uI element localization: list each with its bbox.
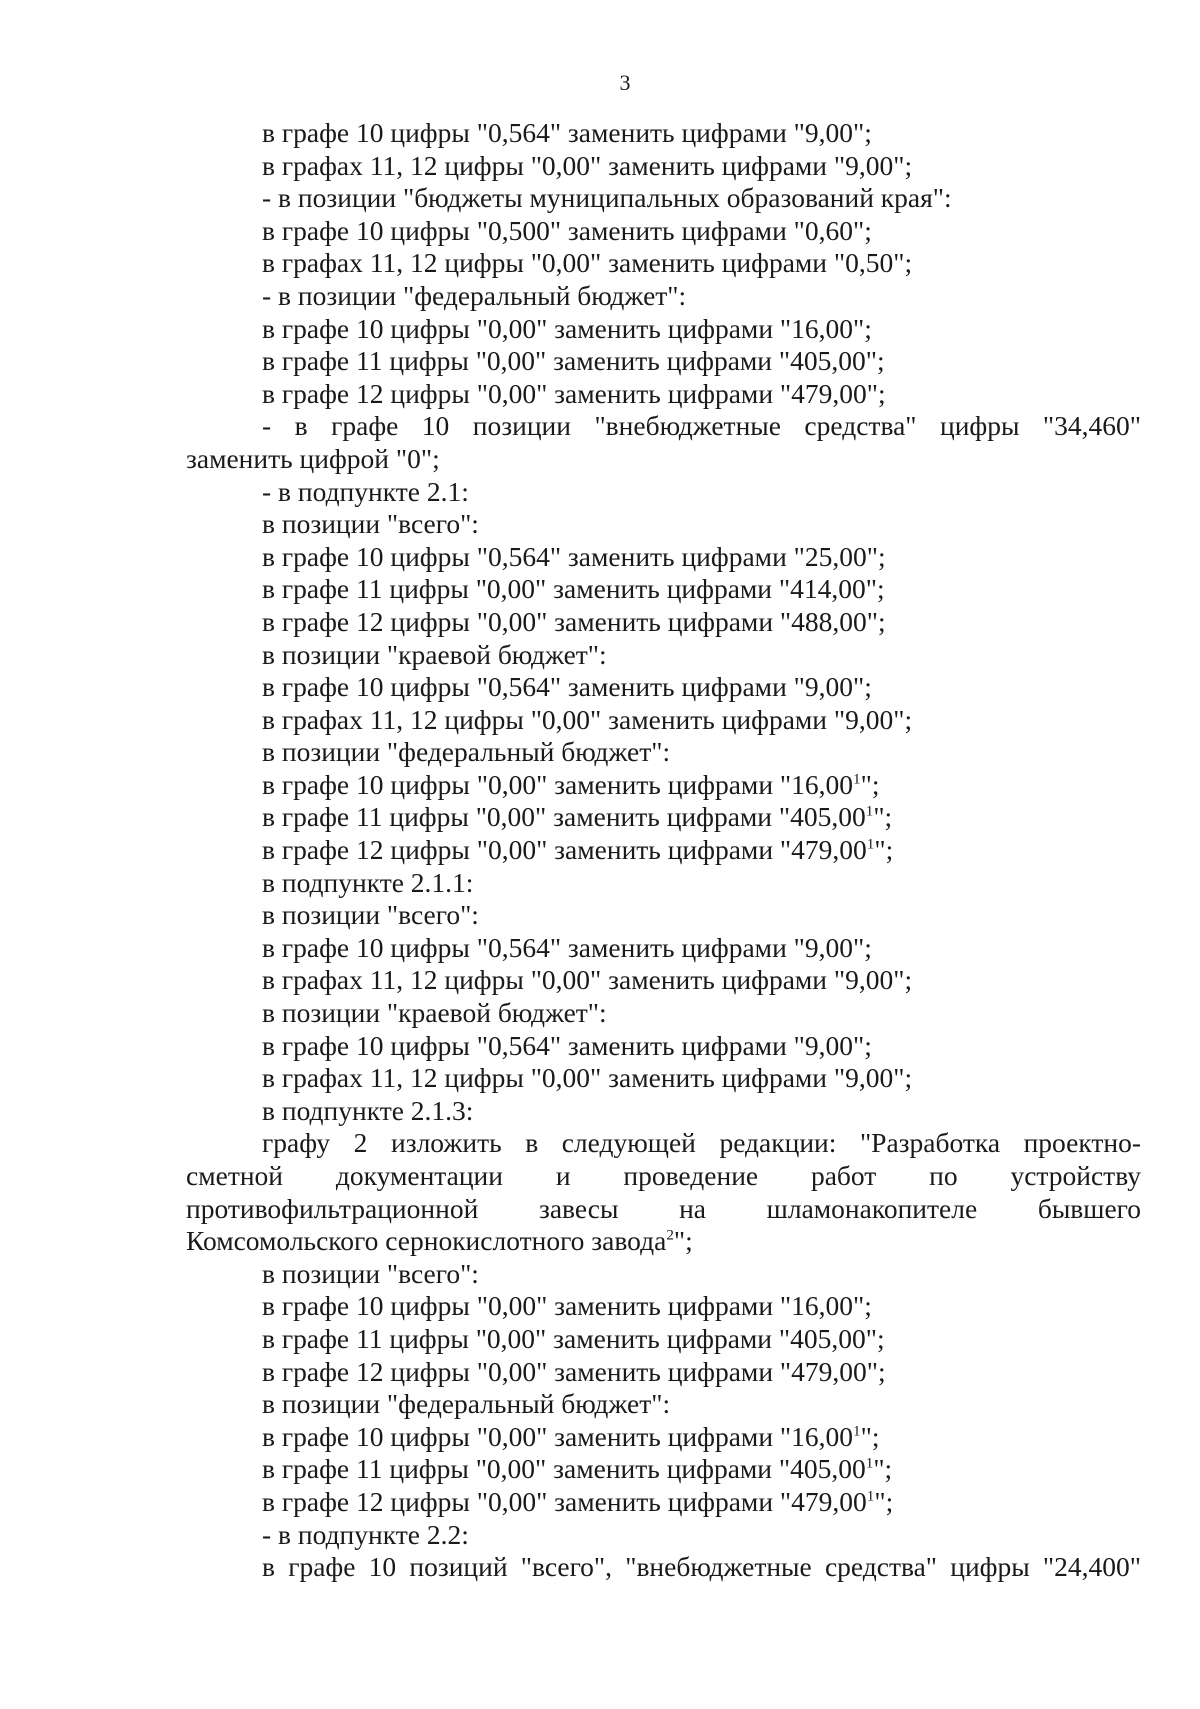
text-line-content: в позиции "федеральный бюджет":	[262, 736, 671, 768]
text-line	[186, 280, 1141, 313]
text-line-content: в графе 11 цифры "0,00" заменить цифрами "405,00	[262, 801, 866, 833]
text-line	[186, 1030, 1141, 1063]
text-line-content: заменить цифрой "0";	[186, 442, 440, 474]
text-line-content: в графе 10 позиций "всего", "внебюджетные средства" цифры "24,400"	[262, 1551, 1141, 1583]
text-line-content: - в подпункте 2.2:	[262, 1518, 469, 1550]
footnote-marker: 1	[866, 1488, 875, 1505]
text-line	[186, 964, 1141, 997]
text-line-content: в графе 12 цифры "0,00" заменить цифрами "479,00	[262, 1485, 867, 1517]
footnote-marker: 1	[865, 1455, 874, 1472]
text-line	[186, 508, 1141, 541]
text-line-suffix: ";	[673, 1225, 693, 1257]
text-line	[186, 1127, 1141, 1160]
text-line	[186, 736, 1141, 769]
text-line-content: графу 2 изложить в следующей редакции: "Разработка проектно-	[262, 1127, 1141, 1159]
text-line-content: в графе 11 цифры "0,00" заменить цифрами "414,00";	[262, 573, 885, 605]
text-line-content: в графе 10 цифры "0,564" заменить цифрами "25,00";	[262, 540, 886, 572]
text-line-content: в позиции "всего":	[262, 899, 479, 931]
text-line	[186, 671, 1141, 704]
text-line	[186, 117, 1141, 150]
text-line	[186, 1388, 1141, 1421]
text-line-content: в графе 10 цифры "0,00" заменить цифрами "16,00";	[262, 1290, 872, 1322]
text-line-content: в графах 11, 12 цифры "0,00" заменить цифрами "9,00";	[262, 964, 913, 996]
text-line-content: в графе 10 цифры "0,564" заменить цифрами "9,00";	[262, 117, 872, 148]
document-body	[186, 117, 1141, 1584]
text-line-content: - в позиции "федеральный бюджет":	[262, 279, 687, 311]
text-line	[186, 1421, 1141, 1454]
text-line	[186, 1258, 1141, 1291]
text-line-content: в позиции "федеральный бюджет":	[262, 1388, 671, 1420]
text-line-content: в позиции "всего":	[262, 1257, 479, 1289]
text-line	[186, 476, 1141, 509]
footnote-marker: 1	[866, 836, 875, 853]
text-line	[186, 1551, 1141, 1584]
text-line-content: в графе 10 цифры "0,564" заменить цифрами "9,00";	[262, 1029, 872, 1061]
text-line-content: противофильтрационной завесы на шламонакопителе бывшего	[186, 1192, 1141, 1224]
text-line-content: в графе 10 цифры "0,00" заменить цифрами "16,00	[262, 768, 854, 800]
text-line-content: - в подпункте 2.1:	[262, 475, 469, 507]
text-line-suffix: ";	[860, 1420, 880, 1452]
text-line-suffix: ";	[874, 1485, 894, 1517]
text-line	[186, 573, 1141, 606]
text-line	[186, 1323, 1141, 1356]
text-line	[186, 899, 1141, 932]
text-line	[186, 345, 1141, 378]
text-line-content: Комсомольского сернокислотного завода	[186, 1225, 667, 1257]
text-line	[186, 769, 1141, 802]
text-line-suffix: ";	[860, 768, 880, 800]
text-line	[186, 1486, 1141, 1519]
text-line-content: в графе 10 цифры "0,500" заменить цифрами "0,60";	[262, 214, 872, 246]
text-line-content: в подпункте 2.1.1:	[262, 866, 474, 898]
text-line-content: в подпункте 2.1.3:	[262, 1094, 474, 1126]
text-line-content: в графах 11, 12 цифры "0,00" заменить цифрами "9,00";	[262, 703, 913, 735]
text-line-suffix: ";	[874, 834, 894, 866]
text-line	[186, 247, 1141, 280]
text-line	[186, 313, 1141, 346]
text-line-content: в графе 11 цифры "0,00" заменить цифрами "405,00";	[262, 1322, 885, 1354]
text-line-content: в графе 10 цифры "0,564" заменить цифрами "9,00";	[262, 931, 872, 963]
text-line	[186, 150, 1141, 183]
text-line	[186, 606, 1141, 639]
text-line-suffix: ";	[873, 1453, 893, 1485]
footnote-marker: 1	[853, 1423, 861, 1440]
text-line	[186, 1519, 1141, 1552]
text-line-content: - в графе 10 позиции "внебюджетные средства" цифры "34,460"	[262, 410, 1141, 442]
text-line-content: - в позиции "бюджеты муниципальных образований края":	[262, 182, 952, 214]
text-line-suffix: ";	[873, 801, 893, 833]
text-line	[186, 215, 1141, 248]
footnote-marker: 1	[853, 771, 861, 788]
text-line	[186, 1193, 1141, 1226]
text-line-content: в позиции "краевой бюджет":	[262, 638, 607, 670]
text-line-content: в графе 12 цифры "0,00" заменить цифрами "479,00	[262, 834, 867, 866]
text-line	[186, 801, 1141, 834]
text-line	[186, 639, 1141, 672]
text-line-content: в графе 12 цифры "0,00" заменить цифрами "479,00";	[262, 377, 886, 409]
text-line	[186, 834, 1141, 867]
text-line	[186, 1453, 1141, 1486]
text-line-content: в графе 12 цифры "0,00" заменить цифрами "488,00";	[262, 605, 886, 637]
text-line	[186, 1225, 1141, 1258]
text-line-content: в графе 11 цифры "0,00" заменить цифрами "405,00	[262, 1453, 866, 1485]
text-line	[186, 410, 1141, 443]
text-line	[186, 541, 1141, 574]
text-line-content: в позиции "краевой бюджет":	[262, 997, 607, 1029]
text-line-content: сметной документации и проведение работ по устройству	[186, 1160, 1141, 1191]
footnote-marker: 2	[666, 1227, 674, 1244]
text-line	[186, 378, 1141, 411]
text-line-content: в графах 11, 12 цифры "0,00" заменить цифрами "9,00";	[262, 1062, 913, 1094]
page-number: 3	[619, 70, 631, 95]
text-line	[186, 1160, 1141, 1193]
text-line	[186, 1062, 1141, 1095]
text-line	[186, 443, 1141, 476]
text-line-content: в графах 11, 12 цифры "0,00" заменить цифрами "9,00";	[262, 149, 913, 181]
text-line	[186, 932, 1141, 965]
text-line	[186, 1290, 1141, 1323]
text-line-content: в графе 10 цифры "0,564" заменить цифрами "9,00";	[262, 671, 872, 703]
text-line	[186, 704, 1141, 737]
text-line-content: в графе 11 цифры "0,00" заменить цифрами "405,00";	[262, 345, 885, 377]
text-line-content: в графе 12 цифры "0,00" заменить цифрами "479,00";	[262, 1355, 886, 1387]
text-line	[186, 1356, 1141, 1389]
text-line-content: в графе 10 цифры "0,00" заменить цифрами "16,00	[262, 1420, 854, 1452]
text-line-content: в позиции "всего":	[262, 508, 479, 540]
text-line	[186, 867, 1141, 900]
text-line	[186, 1095, 1141, 1128]
text-line	[186, 997, 1141, 1030]
text-line	[186, 182, 1141, 215]
text-line-content: в графах 11, 12 цифры "0,00" заменить цифрами "0,50";	[262, 247, 913, 279]
footnote-marker: 1	[865, 803, 874, 820]
text-line-content: в графе 10 цифры "0,00" заменить цифрами "16,00";	[262, 312, 872, 344]
